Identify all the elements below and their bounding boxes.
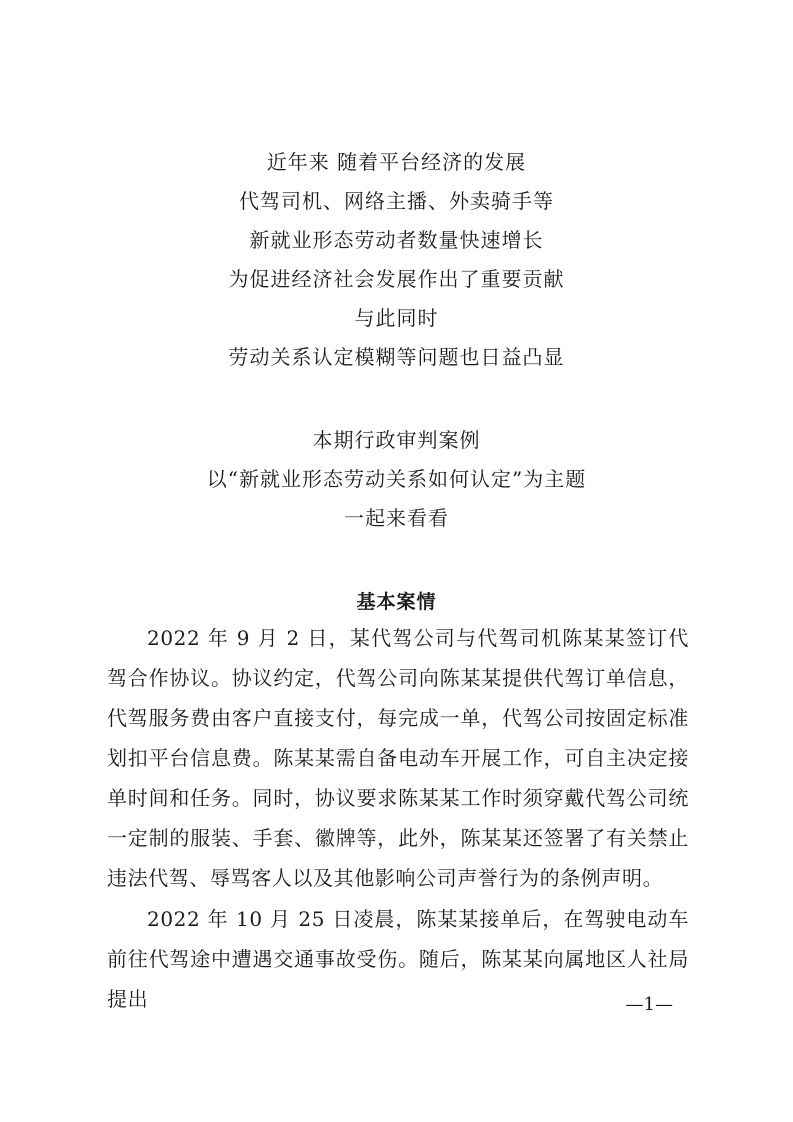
body-paragraph: 2022 年 9 月 2 日，某代驾公司与代驾司机陈某某签订代驾合作协议。协议约定，代驾公司向陈某某提供代驾订单信息，代驾服务费由客户直接支付，每完成一单，代驾公司按固定标准划扣平台信息费。陈某某需自备电动车开展工作，可自主决定接单时间和任务。同时，协议要求陈某某工作时须穿戴代驾公司统一定制的服装、手套、徽牌等，此外，陈某某还签署了有关禁止违法代驾、辱骂客人以及其他影响公司声誉行为的条例声明。 xyxy=(107,626,689,890)
intro-block xyxy=(0,143,793,377)
intro-line: 新就业形态劳动者数量快速增长 xyxy=(249,228,544,252)
intro-line: 以“新就业形态劳动关系如何认定”为主题 xyxy=(206,467,587,491)
intro-line: 近年来 随着平台经济的发展 xyxy=(266,150,527,174)
body-paragraph: 2022 年 10 月 25 日凌晨，陈某某接单后，在驾驶电动车前往代驾途中遭遇交通事故受伤。随后，陈某某向属地区人社局提出 xyxy=(107,907,689,1011)
intro-line: 本期行政审判案例 xyxy=(312,428,481,452)
intro-line: 为促进经济社会发展作出了重要贡献 xyxy=(228,267,565,291)
intro-line: 一起来看看 xyxy=(344,506,449,530)
intro-line: 劳动关系认定模糊等问题也日益凸显 xyxy=(228,345,565,369)
page-number: —1— xyxy=(625,994,673,1015)
intro-line: 代驾司机、网络主播、外卖骑手等 xyxy=(239,189,554,213)
intro-block-2 xyxy=(0,421,793,538)
intro-line: 与此同时 xyxy=(354,306,439,330)
section-heading: 基本案情 xyxy=(356,591,437,613)
